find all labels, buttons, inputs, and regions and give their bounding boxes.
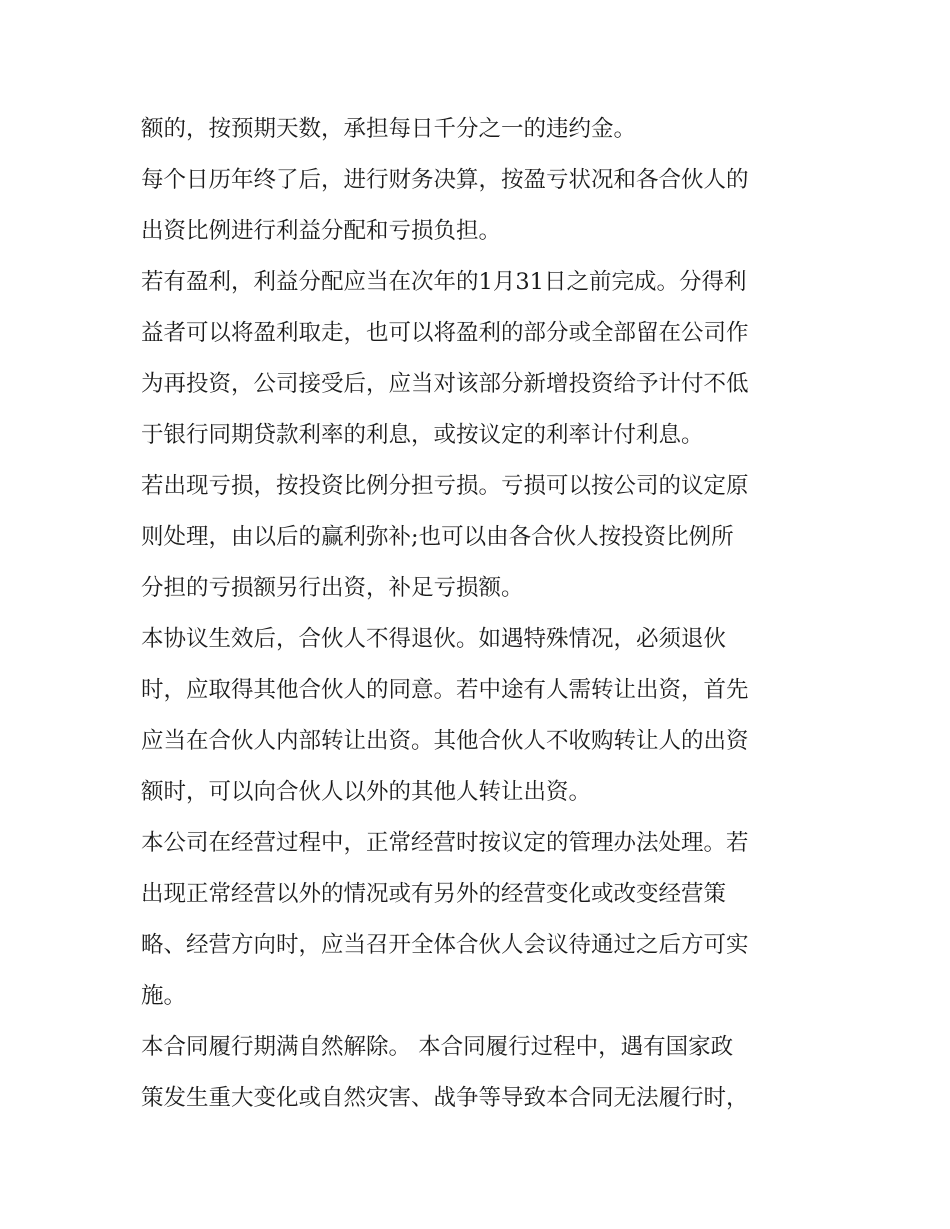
text-line-20: 策发生重大变化或自然灾害、战争等导致本合同无法履行时，: [141, 1085, 749, 1111]
text-line-16: 出现正常经营以外的情况或有另外的经营变化或改变经营策: [141, 881, 727, 907]
text-line-1: 额的，按预期天数，承担每日千分之一的违约金。: [141, 116, 637, 142]
text-line-4: 若有盈利，利益分配应当在次年的1月31日之前完成。分得利: [141, 269, 747, 295]
text-line-13: 应当在合伙人内部转让出资。其他合伙人不收购转让人的出资: [141, 728, 749, 754]
text-line-17: 略、经营方向时，应当召开全体合伙人会议待通过之后方可实: [141, 932, 749, 958]
text-line-15: 本公司在经营过程中，正常经营时按议定的管理办法处理。若: [141, 830, 749, 856]
text-line-18: 施。: [141, 983, 187, 1009]
text-line-5: 益者可以将盈利取走，也可以将盈利的部分或全部留在公司作: [141, 320, 749, 346]
text-line-19: 本合同履行期满自然解除。 本合同履行过程中，遇有国家政: [141, 1034, 734, 1060]
text-line-6: 为再投资，公司接受后，应当对该部分新增投资给予计付不低: [141, 371, 749, 397]
text-line-12: 时，应取得其他合伙人的同意。若中途有人需转让出资，首先: [141, 677, 749, 703]
document-body: [141, 104, 813, 1124]
text-line-3: 出资比例进行利益分配和亏损负担。: [141, 218, 502, 244]
text-line-8: 若出现亏损，按投资比例分担亏损。亏损可以按公司的议定原: [141, 473, 749, 499]
text-line-9: 则处理，由以后的赢利弥补;也可以由各合伙人按投资比例所: [141, 524, 734, 550]
text-line-7: 于银行同期贷款利率的利息，或按议定的利率计付利息。: [141, 422, 704, 448]
text-line-14: 额时，可以向合伙人以外的其他人转让出资。: [141, 779, 592, 805]
text-line-10: 分担的亏损额另行出资，补足亏损额。: [141, 575, 524, 601]
text-line-11: 本协议生效后，合伙人不得退伙。如遇特殊情况，必须退伙: [141, 626, 727, 652]
text-line-2: 每个日历年终了后，进行财务决算，按盈亏状况和各合伙人的: [141, 167, 749, 193]
